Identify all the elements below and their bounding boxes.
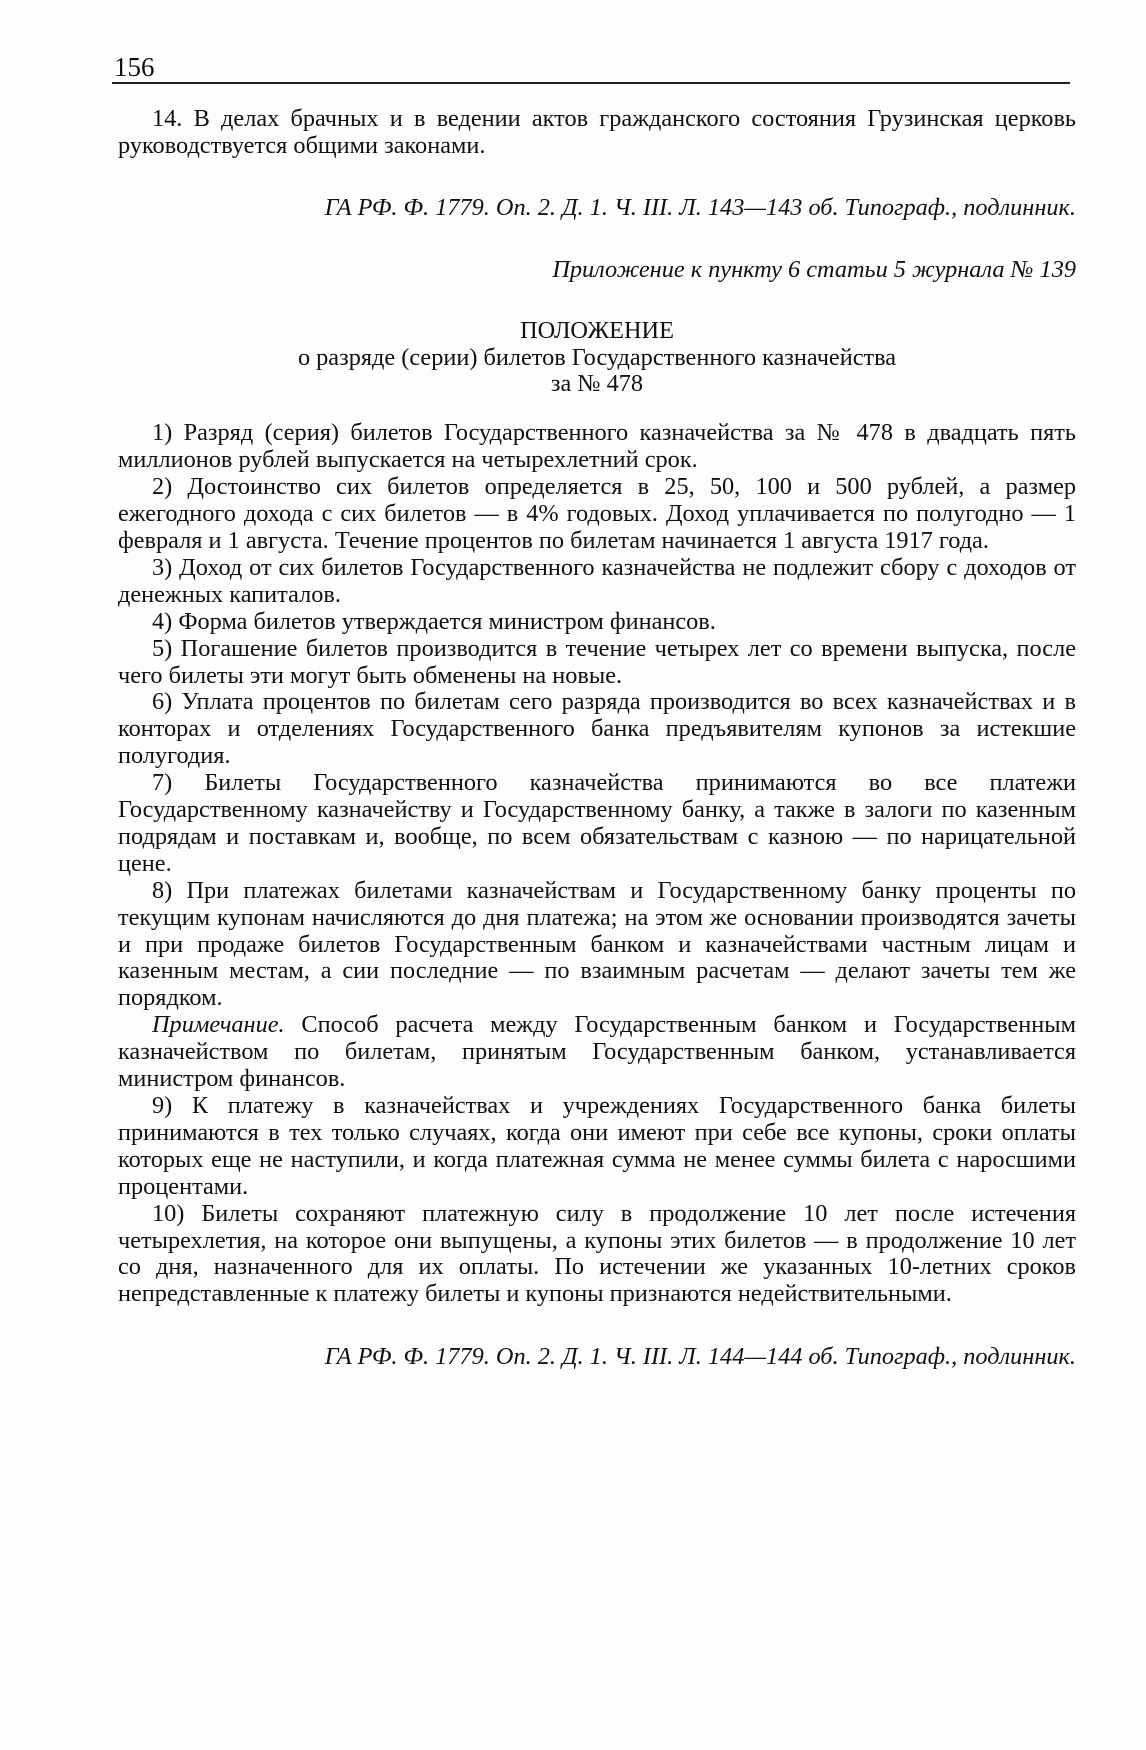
regulation-note	[118, 1012, 1076, 1093]
archive-citation: ГА РФ. Ф. 1779. Оп. 2. Д. 1. Ч. III. Л. 144—144 об. Типограф., подлинник.	[324, 1343, 1076, 1371]
regulation-item: 5) Погашение билетов производится в течение четырех лет со времени выпуска, после чего билеты эти могут быть обменены на новые.	[118, 634, 1076, 689]
note-label: Примечание.	[152, 1011, 285, 1039]
archive-citation: ГА РФ. Ф. 1779. Оп. 2. Д. 1. Ч. III. Л. 143—143 об. Типограф., подлинник.	[324, 193, 1076, 221]
header-rule	[112, 82, 1070, 84]
regulation-item: 7) Билеты Государственного казначейства принимаются во все платежи Государственному казначейству и Государственному банку, а также в залоги по казенным подрядам и поставкам и, вообще, по всем обязательствам с казною — по нарицательной цене.	[118, 769, 1076, 877]
regulation-item: 1) Разряд (серия) билетов Государственного казначейства за № 478 в двадцать пять миллионов рублей выпускается на четырехлетний срок.	[118, 419, 1076, 474]
page-number: 156	[114, 52, 155, 82]
regulation-item: 3) Доход от сих билетов Государственного казначейства не подлежит сбору с доходов от денежных капиталов.	[118, 553, 1076, 608]
regulation-item: 10) Билеты сохраняют платежную силу в продолжение 10 лет после истечения четырехлетия, на которое они выпущены, а купоны этих билетов — в продолжение 10 лет со дня, назначенного для их оплаты. По истечении же указанных 10-летних сроков непредставленные к платежу билеты и купоны признаются недействительными.	[118, 1199, 1076, 1308]
regulation-item: 6) Уплата процентов по билетам сего разряда производится во всех казначействах и в конторах и отделениях Государственного банка предъявителям купонов за истекшие полугодия.	[118, 688, 1076, 770]
document-number: за № 478	[550, 370, 644, 398]
document-subtitle: о разряде (серии) билетов Государственного казначейства	[297, 343, 897, 371]
note-text: Способ расчета между Государственным банком и Государственным казначейством по билетам, принятым Государственным банком, устанавливается министром финансов.	[118, 1011, 1076, 1093]
regulation-item: 9) К платежу в казначействах и учреждениях Государственного банка билеты принимаются в тех только случаях, когда они имеют при себе все купоны, сроки оплаты которых еще не наступили, и когда платежная сумма не менее суммы билета с наросшими процентами.	[118, 1092, 1076, 1200]
regulation-item: 4) Форма билетов утверждается министром финансов.	[152, 607, 716, 635]
appendix-reference: Приложение к пункту 6 статьи 5 журнала № 139	[552, 255, 1076, 283]
regulation-item: 2) Достоинство сих билетов определяется в 25, 50, 100 и 500 рублей, а размер ежегодного дохода с сих билетов — в 4% годовых. Доход уплачивается по полугодно — 1 февраля и 1 августа. Течение процентов по билетам начинается 1 августа 1917 года.	[118, 473, 1076, 554]
intro-paragraph: 14. В делах брачных и в ведении актов гражданского состояния Грузинская церковь руководствуется общими законами.	[118, 105, 1076, 159]
document-title: ПОЛОЖЕНИЕ	[520, 316, 674, 344]
regulation-items	[118, 420, 1076, 1308]
page-content	[118, 106, 1076, 1371]
regulation-item: 8) При платежах билетами казначействам и Государственному банку проценты по текущим купонам начисляются до дня платежа; на этом же основании производятся зачеты и при продаже билетов Государственным банком и казначействами частным лицам и казенным местам, а сии последние — по взаимным расчетам — делают зачеты тем же порядком.	[118, 876, 1076, 1012]
